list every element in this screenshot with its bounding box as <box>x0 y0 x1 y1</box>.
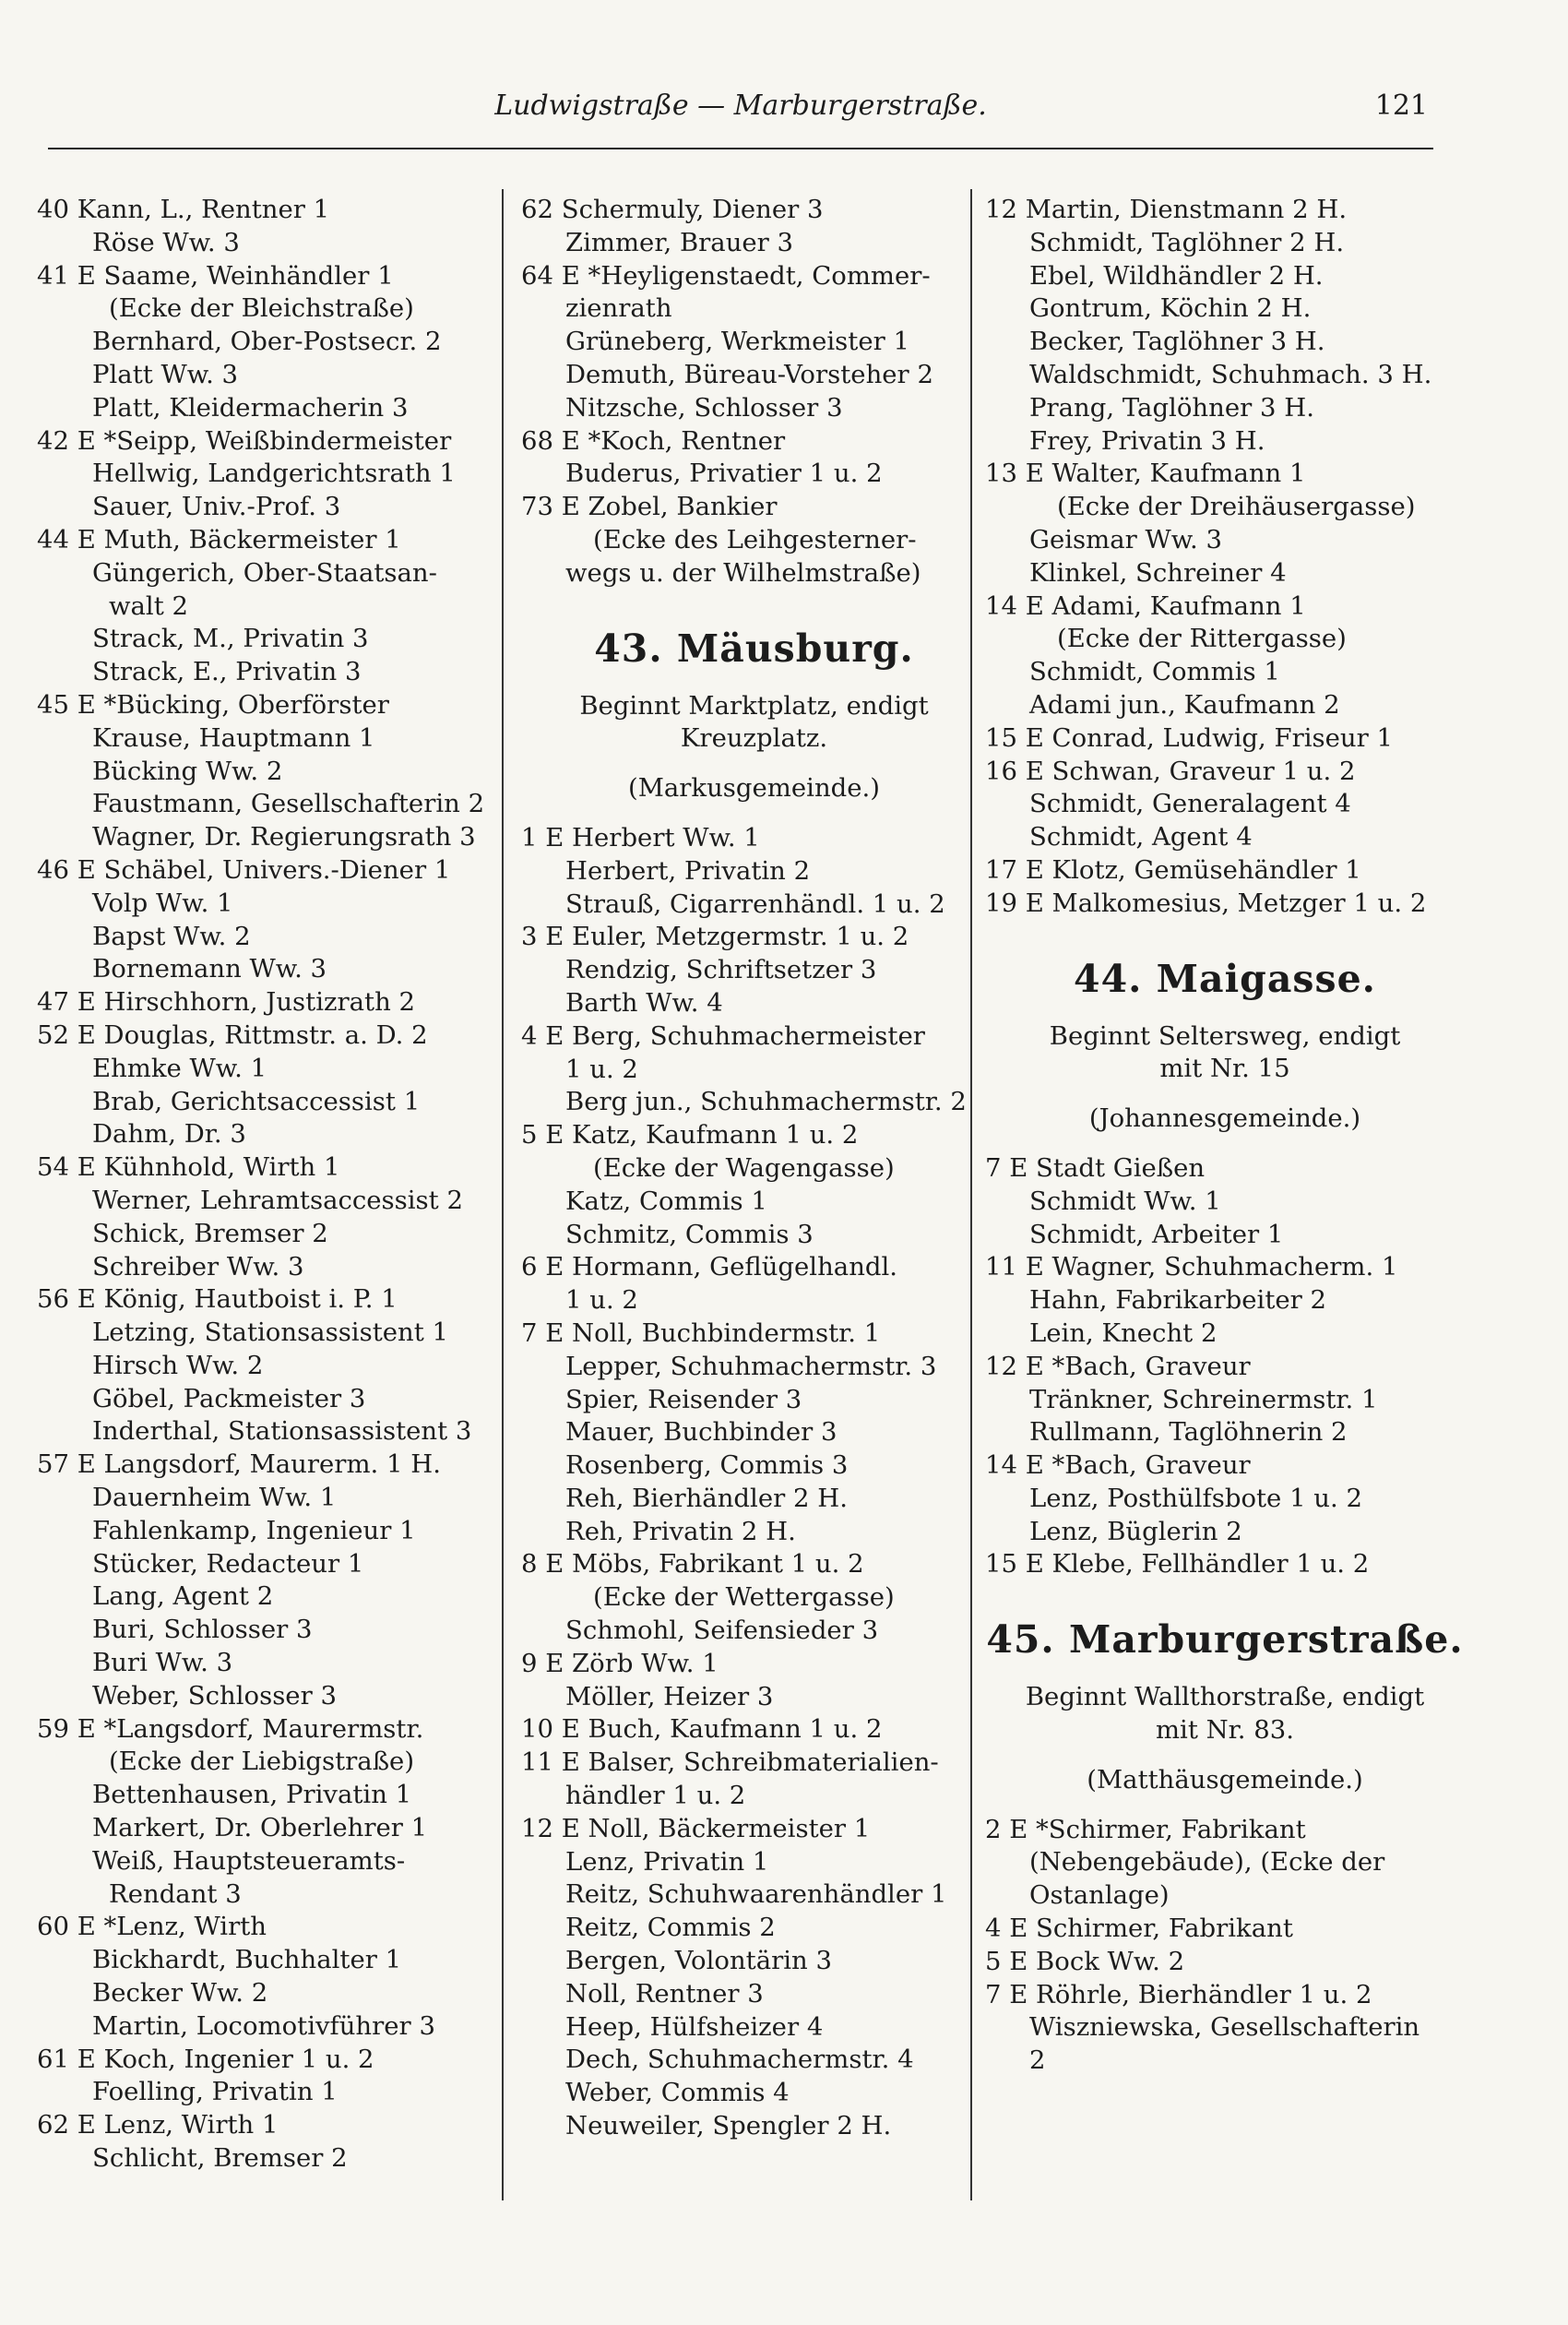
entry-line: 60 E *Lenz, Wirth <box>37 1912 267 1942</box>
entry-line: Hirsch Ww. 2 <box>92 1350 264 1380</box>
entry-line: Hellwig, Landgerichtsrath 1 <box>92 459 456 489</box>
entry-line: Rendzig, Schriftsetzer 3 <box>565 955 877 985</box>
entry-line: (Ecke der Wettergasse) <box>593 1582 895 1613</box>
entry-line: Lenz, Büglerin 2 <box>1029 1516 1242 1546</box>
entry-line: 44 E Muth, Bäckermeister 1 <box>37 524 401 554</box>
entry-line: (Ecke der Bleichstraße) <box>109 293 414 324</box>
entry-line: 14 E Adami, Kaufmann 1 <box>985 590 1306 621</box>
entry-line: Krause, Hauptmann 1 <box>92 722 375 753</box>
entry-line: 62 Schermuly, Diener 3 <box>521 195 824 224</box>
entry-line: Gontrum, Köchin 2 H. <box>1029 293 1312 324</box>
entry-line: 12 E *Bach, Graveur <box>985 1351 1251 1381</box>
entry-line: Göbel, Packmeister 3 <box>92 1383 366 1413</box>
entry-line: 56 E König, Hautboist i. P. 1 <box>37 1284 398 1315</box>
entry-line: Weber, Schlosser 3 <box>92 1680 337 1711</box>
entry-line: Inderthal, Stationsassistent 3 <box>92 1416 472 1447</box>
entry-line: 5 E Katz, Kaufmann 1 u. 2 <box>521 1120 859 1151</box>
entry-line: 1 E Herbert Ww. 1 <box>521 822 760 852</box>
entry-line: Röse Ww. 3 <box>92 227 240 257</box>
entry-line: 6 E Hormann, Geflügelhandl. <box>521 1252 898 1282</box>
entry-line: Hahn, Fabrikarbeiter 2 <box>1029 1285 1327 1316</box>
entry-line: 4 E Schirmer, Fabrikant <box>985 1914 1293 1944</box>
section-description: mit Nr. 15 <box>1159 1054 1290 1084</box>
entry-line: Martin, Locomotivführer 3 <box>92 2010 435 2041</box>
entry-line: Tränkner, Schreinermstr. 1 <box>1029 1384 1378 1414</box>
entry-line: Schmidt Ww. 1 <box>1029 1186 1221 1216</box>
entry-line: 61 E Koch, Ingenier 1 u. 2 <box>37 2044 374 2074</box>
entry-line: (Ecke des Leihgesterner- <box>593 524 917 554</box>
entry-line: 16 E Schwan, Graveur 1 u. 2 <box>985 756 1356 786</box>
entry-line: 19 E Malkomesius, Metzger 1 u. 2 <box>985 888 1427 918</box>
entry-line: Bergen, Volontärin 3 <box>565 1946 832 1976</box>
entry-line: Becker, Taglöhner 3 H. <box>1029 327 1325 357</box>
parish-note: (Markusgemeinde.) <box>628 773 880 804</box>
entry-line: Buri Ww. 3 <box>92 1648 233 1678</box>
entry-line: 3 E Euler, Metzgermstr. 1 u. 2 <box>521 922 909 952</box>
entry-line: 12 E Noll, Bäckermeister 1 <box>521 1813 871 1843</box>
entry-line: Barth Ww. 4 <box>565 987 723 1018</box>
entry-line: Waldschmidt, Schuhmach. 3 H. <box>1029 359 1432 389</box>
entry-line: 54 E Kühnhold, Wirth 1 <box>37 1152 340 1183</box>
entry-line: Demuth, Büreau-Vorsteher 2 <box>565 359 933 389</box>
entry-line: 12 Martin, Dienstmann 2 H. <box>985 195 1348 224</box>
section-description: Beginnt Seltersweg, endigt <box>1049 1020 1401 1051</box>
entry-line: Reh, Privatin 2 H. <box>565 1516 796 1546</box>
entry-line: Dauernheim Ww. 1 <box>92 1483 337 1513</box>
entry-line: 47 E Hirschhorn, Justizrath 2 <box>37 987 416 1018</box>
entry-line: Schmidt, Commis 1 <box>1029 657 1280 687</box>
entry-line: Wagner, Dr. Regierungsrath 3 <box>92 822 476 852</box>
entry-line: Schlicht, Bremser 2 <box>92 2143 348 2174</box>
entry-line: Bücking Ww. 2 <box>92 756 283 786</box>
parish-note: (Johannesgemeinde.) <box>1088 1103 1361 1134</box>
entry-line: Lenz, Posthülfsbote 1 u. 2 <box>1029 1483 1362 1513</box>
entry-line: Möller, Heizer 3 <box>565 1681 774 1711</box>
entry-line: 7 E Stadt Gießen <box>985 1152 1206 1183</box>
entry-line: 4 E Berg, Schuhmachermeister <box>521 1020 925 1051</box>
entry-line: 11 E Wagner, Schuhmacherm. 1 <box>985 1252 1398 1282</box>
entry-line: händler 1 u. 2 <box>565 1781 746 1811</box>
entry-line: Adami jun., Kaufmann 2 <box>1029 689 1340 720</box>
entry-line: Sauer, Univ.-Prof. 3 <box>92 492 341 522</box>
section-description: Beginnt Wallthorstraße, endigt <box>1025 1682 1425 1712</box>
column-3 <box>985 194 1465 2078</box>
entry-line: 7 E Röhrle, Bierhändler 1 u. 2 <box>985 1979 1372 2009</box>
entry-line: Buderus, Privatier 1 u. 2 <box>565 459 883 489</box>
entry-line: Ehmke Ww. 1 <box>92 1053 267 1083</box>
entry-line: Strack, E., Privatin 3 <box>92 657 362 687</box>
entry-line: wegs u. der Wilhelmstraße) <box>565 557 921 588</box>
entry-line: Brab, Gerichtsaccessist 1 <box>92 1086 421 1116</box>
entry-line: Noll, Rentner 3 <box>565 1978 764 2009</box>
entry-line: Reh, Bierhändler 2 H. <box>565 1483 848 1513</box>
entry-line: Bettenhausen, Privatin 1 <box>92 1780 412 1810</box>
entry-line: Becker Ww. 2 <box>92 1978 268 2009</box>
entry-line: 45 E *Bücking, Oberförster <box>37 689 389 720</box>
entry-line: 68 E *Koch, Rentner <box>521 425 786 456</box>
entry-line: Schmidt, Arbeiter 1 <box>1029 1219 1284 1249</box>
entry-line: Bornemann Ww. 3 <box>92 954 327 984</box>
entry-line: Schmidt, Taglöhner 2 H. <box>1029 227 1345 257</box>
entry-line: Ebel, Wildhändler 2 H. <box>1029 260 1324 291</box>
entry-line: 42 E *Seipp, Weißbindermeister <box>37 425 452 456</box>
entry-line: Katz, Commis 1 <box>565 1186 767 1216</box>
parish-note: (Matthäusgemeinde.) <box>1087 1764 1363 1794</box>
entry-line: Zimmer, Brauer 3 <box>565 227 794 257</box>
entry-line: (Ecke der Dreihäusergasse) <box>1057 492 1416 522</box>
entry-line: Prang, Taglöhner 3 H. <box>1029 392 1314 423</box>
entry-line: Stücker, Redacteur 1 <box>92 1548 364 1579</box>
entry-line: Bernhard, Ober-Postsecr. 2 <box>92 327 442 357</box>
entry-line: Weber, Commis 4 <box>565 2078 790 2108</box>
entry-line: 73 E Zobel, Bankier <box>521 492 778 522</box>
entry-line: Platt Ww. 3 <box>92 359 239 389</box>
entry-line: Markert, Dr. Oberlehrer 1 <box>92 1813 428 1843</box>
entry-line: Wiszniewska, Gesellschafterin <box>1029 2012 1420 2043</box>
section-description: Beginnt Marktplatz, endigt <box>579 690 929 721</box>
entry-line: Schmohl, Seifensieder 3 <box>565 1616 879 1646</box>
entry-line: Schick, Bremser 2 <box>92 1218 328 1248</box>
entry-line: Lenz, Privatin 1 <box>565 1846 769 1877</box>
entry-line: 52 E Douglas, Rittmstr. a. D. 2 <box>37 1019 428 1050</box>
entry-line: Geismar Ww. 3 <box>1029 524 1223 554</box>
entry-line: Dahm, Dr. 3 <box>92 1119 246 1150</box>
column-2 <box>521 194 987 2143</box>
entry-line: 15 E Klebe, Fellhändler 1 u. 2 <box>985 1549 1370 1580</box>
entry-line: 17 E Klotz, Gemüsehändler 1 <box>985 854 1361 885</box>
entry-line: Rendant 3 <box>109 1878 242 1909</box>
entry-line: Schreiber Ww. 3 <box>92 1251 304 1282</box>
entry-line: Rosenberg, Commis 3 <box>565 1450 849 1481</box>
entry-line: 1 u. 2 <box>565 1054 638 1084</box>
entry-line: Mauer, Buchbinder 3 <box>565 1417 837 1448</box>
entry-line: 2 <box>1029 2045 1046 2076</box>
entry-line: Rullmann, Taglöhnerin 2 <box>1029 1417 1348 1448</box>
entry-line: 9 E Zörb Ww. 1 <box>521 1648 719 1678</box>
entry-line: Volp Ww. 1 <box>92 888 233 918</box>
entry-line: Lang, Agent 2 <box>92 1581 274 1612</box>
entry-line: Grüneberg, Werkmeister 1 <box>565 327 909 357</box>
entry-line: (Nebengebäude), (Ecke der <box>1029 1847 1385 1878</box>
entry-line: 10 E Buch, Kaufmann 1 u. 2 <box>521 1714 883 1745</box>
column-1 <box>37 194 498 2176</box>
entry-line: Neuweiler, Spengler 2 H. <box>565 2111 892 2141</box>
section-description: mit Nr. 83. <box>1155 1715 1295 1746</box>
entry-line: 62 E Lenz, Wirth 1 <box>37 2110 279 2140</box>
entry-line: 57 E Langsdorf, Maurerm. 1 H. <box>37 1449 441 1480</box>
section-heading: 43. Mäusburg. <box>594 626 914 671</box>
entry-line: Foelling, Privatin 1 <box>92 2077 338 2107</box>
entry-line: 7 E Noll, Buchbindermstr. 1 <box>521 1318 881 1348</box>
entry-line: Faustmann, Gesellschafterin 2 <box>92 789 485 819</box>
entry-line: Fahlenkamp, Ingenieur 1 <box>92 1515 416 1545</box>
entry-line: 8 E Möbs, Fabrikant 1 u. 2 <box>521 1549 864 1580</box>
entry-line: Schmitz, Commis 3 <box>565 1219 814 1249</box>
entry-line: Klinkel, Schreiner 4 <box>1029 557 1287 588</box>
entry-line: zienrath <box>565 293 672 324</box>
entry-line: 5 E Bock Ww. 2 <box>985 1946 1185 1976</box>
entry-line: (Ecke der Liebigstraße) <box>109 1747 415 1777</box>
entry-line: 41 E Saame, Weinhändler 1 <box>37 260 394 291</box>
section-heading: 45. Marburgerstraße. <box>986 1617 1464 1663</box>
entry-line: Reitz, Schuhwaarenhändler 1 <box>565 1879 947 1910</box>
page-header <box>48 85 1433 149</box>
entry-line: Herbert, Privatin 2 <box>565 855 811 886</box>
entry-line: Berg jun., Schuhmachermstr. 2 <box>565 1087 967 1117</box>
entry-line: (Ecke der Wagengasse) <box>593 1152 895 1183</box>
entry-line: Nitzsche, Schlosser 3 <box>565 392 843 423</box>
entry-line: 14 E *Bach, Graveur <box>985 1450 1251 1481</box>
entry-line: Bapst Ww. 2 <box>92 921 251 951</box>
entry-line: Werner, Lehramtsaccessist 2 <box>92 1185 463 1215</box>
entry-line: Spier, Reisender 3 <box>565 1384 802 1414</box>
entry-line: 13 E Walter, Kaufmann 1 <box>985 459 1306 489</box>
entry-line: walt 2 <box>109 590 189 621</box>
entry-line: 46 E Schäbel, Univers.-Diener 1 <box>37 854 451 885</box>
entry-line: Reitz, Commis 2 <box>565 1913 776 1943</box>
entry-line: Platt, Kleidermacherin 3 <box>92 392 409 423</box>
entry-line: Strauß, Cigarrenhändl. 1 u. 2 <box>565 888 945 919</box>
entry-line: Frey, Privatin 3 H. <box>1029 425 1265 456</box>
entry-line: 1 u. 2 <box>565 1285 638 1316</box>
entry-line: Schmidt, Agent 4 <box>1029 822 1253 852</box>
entry-line: Güngerich, Ober-Staatsan- <box>92 557 437 588</box>
running-title: Ludwigstraße — Marburgerstraße. <box>494 89 987 122</box>
page-number: 121 <box>1374 89 1428 122</box>
entry-line: Strack, M., Privatin 3 <box>92 624 369 654</box>
section-heading: 44. Maigasse. <box>1074 956 1376 1001</box>
entry-line: Schmidt, Generalagent 4 <box>1029 789 1351 819</box>
entry-line: Letzing, Stationsassistent 1 <box>92 1318 449 1348</box>
entry-line: Weiß, Hauptsteueramts- <box>92 1845 406 1876</box>
entry-line: 64 E *Heyligenstaedt, Commer- <box>521 260 931 291</box>
section-description: Kreuzplatz. <box>680 723 828 754</box>
entry-line: (Ecke der Rittergasse) <box>1057 624 1347 654</box>
entry-line: 15 E Conrad, Ludwig, Friseur 1 <box>985 722 1393 753</box>
column-divider <box>502 189 504 2200</box>
entry-line: 2 E *Schirmer, Fabrikant <box>985 1814 1306 1844</box>
entry-line: Dech, Schuhmachermstr. 4 <box>565 2045 914 2075</box>
entry-line: Lepper, Schuhmachermstr. 3 <box>565 1351 937 1381</box>
entry-line: 40 Kann, L., Rentner 1 <box>37 195 330 224</box>
entry-line: Ostanlage) <box>1029 1880 1170 1911</box>
entry-line: Lein, Knecht 2 <box>1029 1318 1218 1348</box>
entry-line: 59 E *Langsdorf, Maurermstr. <box>37 1713 424 1744</box>
entry-line: Bickhardt, Buchhalter 1 <box>92 1945 402 1975</box>
entry-line: 11 E Balser, Schreibmaterialien- <box>521 1747 939 1778</box>
entry-line: Heep, Hülfsheizer 4 <box>565 2011 824 2042</box>
entry-line: Buri, Schlosser 3 <box>92 1615 313 1645</box>
